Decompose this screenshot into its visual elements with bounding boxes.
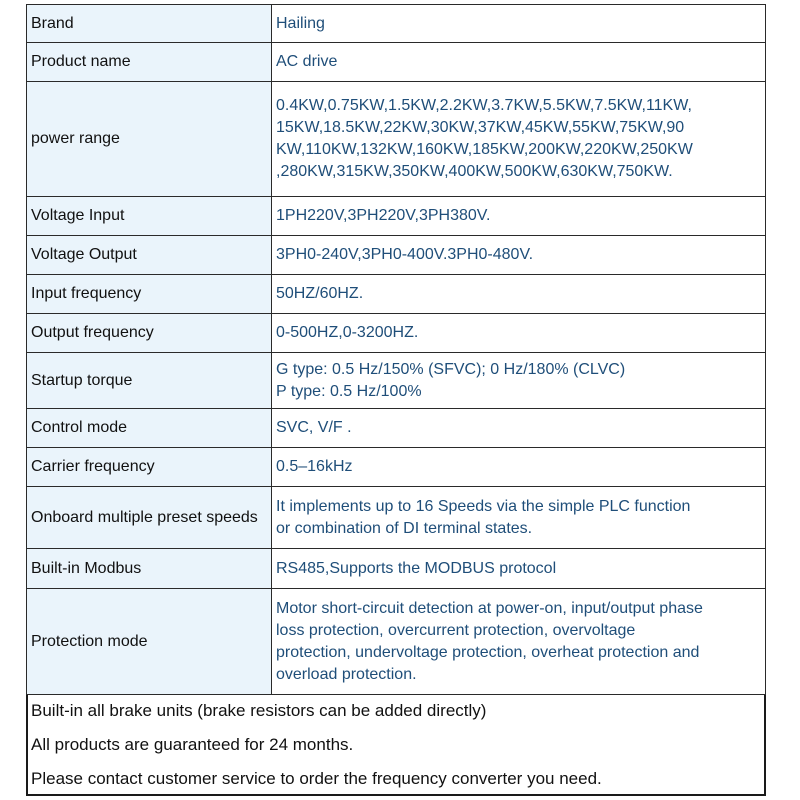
spec-value <box>272 5 766 43</box>
spec-row-voltage-output <box>27 236 766 275</box>
spec-value <box>272 236 766 275</box>
spec-value-line: Hailing <box>276 14 325 32</box>
spec-label: Control mode <box>27 409 272 448</box>
spec-label: Output frequency <box>27 314 272 353</box>
spec-value <box>272 314 766 353</box>
spec-row-output-frequency <box>27 314 766 353</box>
notes-section <box>26 694 766 796</box>
spec-label: Built-in Modbus <box>27 549 272 589</box>
spec-label: Input frequency <box>27 275 272 314</box>
spec-value-line: protection, undervoltage protection, overheat protection and <box>276 643 700 661</box>
spec-row-built-in-modbus <box>27 549 766 589</box>
spec-value-line: loss protection, overcurrent protection, overvoltage <box>276 621 636 639</box>
spec-row-input-frequency <box>27 275 766 314</box>
spec-value <box>272 275 766 314</box>
spec-row-preset-speeds <box>27 487 766 549</box>
spec-value-line: or combination of DI terminal states. <box>276 519 533 537</box>
note-brake-units: Built-in all brake units (brake resistors can be added directly) <box>31 701 487 720</box>
spec-label: Voltage Input <box>27 197 272 236</box>
spec-value-line: 15KW,18.5KW,22KW,30KW,37KW,45KW,55KW,75KW,90 <box>276 119 685 136</box>
note-warranty: All products are guaranteed for 24 months. <box>31 735 354 754</box>
spec-label: Onboard multiple preset speeds <box>27 487 272 549</box>
spec-label: Product name <box>27 43 272 82</box>
spec-row-product-name <box>27 43 766 82</box>
spec-value-line: P type: 0.5 Hz/100% <box>276 382 422 400</box>
spec-label: Voltage Output <box>27 236 272 275</box>
spec-row-startup-torque <box>27 353 766 409</box>
spec-value <box>272 197 766 236</box>
spec-value <box>272 448 766 487</box>
spec-value-line: overload protection. <box>276 665 417 683</box>
spec-value-line: 1PH220V,3PH220V,3PH380V. <box>276 207 491 224</box>
spec-value-line: ,280KW,315KW,350KW,400KW,500KW,630KW,750KW. <box>276 163 673 180</box>
spec-value-line: 3PH0-240V,3PH0-400V.3PH0-480V. <box>276 246 534 263</box>
spec-value-line: 50HZ/60HZ. <box>276 285 364 302</box>
spec-value-line: G type: 0.5 Hz/150% (SFVC); 0 Hz/180% (CLVC) <box>276 360 626 378</box>
spec-table <box>26 4 766 695</box>
spec-value <box>272 589 766 695</box>
spec-row-brand <box>27 5 766 43</box>
spec-value-line: AC drive <box>276 53 338 70</box>
spec-value <box>272 43 766 82</box>
spec-value-line: KW,110KW,132KW,160KW,185KW,200KW,220KW,250KW <box>276 141 693 158</box>
note-contact: Please contact customer service to order the frequency converter you need. <box>31 769 602 788</box>
spec-label: Carrier frequency <box>27 448 272 487</box>
spec-row-voltage-input <box>27 197 766 236</box>
spec-row-control-mode <box>27 409 766 448</box>
spec-value-line: 0.4KW,0.75KW,1.5KW,2.2KW,3.7KW,5.5KW,7.5KW,11KW, <box>276 97 692 114</box>
spec-row-carrier-frequency <box>27 448 766 487</box>
spec-row-power-range <box>27 82 766 197</box>
spec-label: Brand <box>27 5 272 43</box>
spec-value <box>272 487 766 549</box>
spec-value-line: It implements up to 16 Speeds via the simple PLC function <box>276 497 691 515</box>
spec-value-line: SVC, V/F . <box>276 419 352 436</box>
spec-value-line: Motor short-circuit detection at power-on, input/output phase <box>276 599 703 617</box>
spec-label: Startup torque <box>27 353 272 409</box>
spec-row-protection-mode <box>27 589 766 695</box>
spec-label: Protection mode <box>27 589 272 695</box>
spec-value <box>272 549 766 589</box>
spec-value-line: RS485,Supports the MODBUS protocol <box>276 559 557 577</box>
spec-value-line: 0-500HZ,0-3200HZ. <box>276 324 419 341</box>
spec-value <box>272 353 766 409</box>
spec-value <box>272 82 766 197</box>
spec-value <box>272 409 766 448</box>
spec-label: power range <box>27 82 272 197</box>
spec-value-line: 0.5–16kHz <box>276 458 353 475</box>
